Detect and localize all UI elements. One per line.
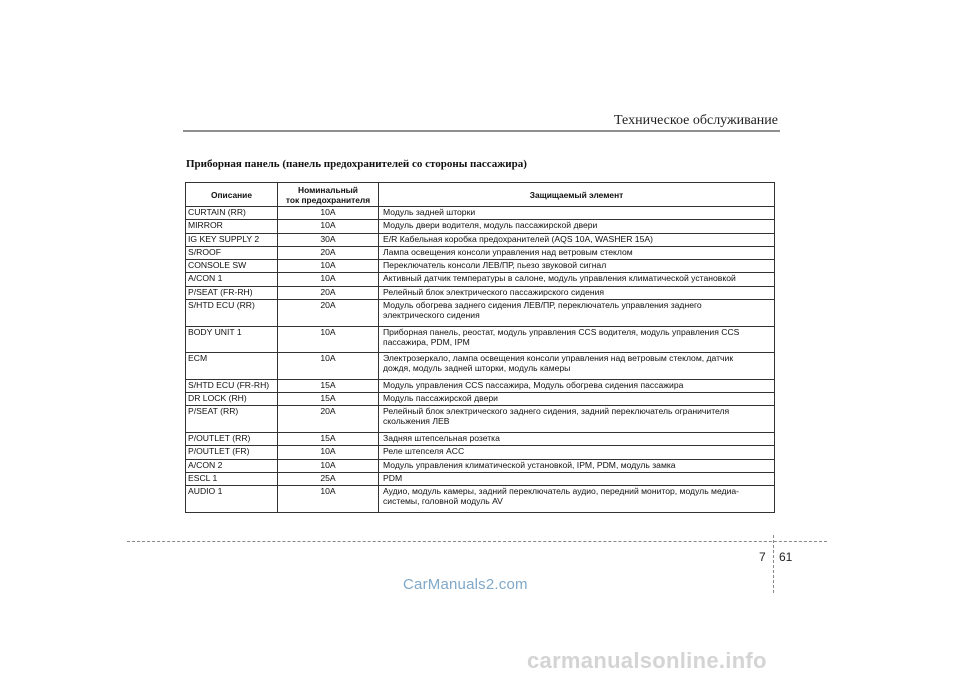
table-row	[186, 207, 775, 220]
protected-text-line: PDM	[383, 472, 403, 483]
fuse-description: CONSOLE SW	[186, 260, 278, 273]
table-row	[186, 379, 775, 392]
protected-text-line: Реле штепселя ACC	[383, 446, 465, 457]
protected-text-line: Активный датчик температуры в салоне, модуль управления климатической установкой	[383, 273, 736, 284]
protected-text-line: Модуль управления CCS пассажира, Модуль обогрева сидения пассажира	[383, 379, 684, 390]
table-row	[186, 486, 775, 513]
fuse-protected-element	[379, 326, 775, 353]
fuse-description: AUDIO 1	[186, 486, 278, 513]
table-row	[186, 286, 775, 299]
fuse-table-body	[186, 207, 775, 513]
fuse-description: DR LOCK (RH)	[186, 393, 278, 406]
fuse-description: ECM	[186, 353, 278, 380]
header-rule	[183, 130, 780, 132]
fuse-description: ESCL 1	[186, 472, 278, 485]
protected-text-line: дождя, модуль задней шторки, модуль камеры	[383, 363, 571, 374]
protected-text-line: Модуль управления климатической установкой, IPM, PDM, модуль замка	[383, 459, 676, 470]
header-rated-line1: Номинальный	[298, 184, 358, 195]
watermark-logo: CarManuals2.com	[403, 576, 528, 593]
page-header-title: Техническое обслуживание	[614, 113, 778, 128]
fuse-description: S/HTD ECU (FR-RH)	[186, 379, 278, 392]
table-row	[186, 260, 775, 273]
protected-text-line: системы, головной модуль AV	[383, 496, 503, 507]
table-row	[186, 406, 775, 433]
fuse-description: S/ROOF	[186, 246, 278, 259]
fuse-protected-element	[379, 286, 775, 299]
fuse-description: S/HTD ECU (RR)	[186, 300, 278, 327]
fuse-protected-element	[379, 459, 775, 472]
table-row	[186, 300, 775, 327]
fuse-rating: 10A	[278, 459, 379, 472]
fuse-protected-element	[379, 233, 775, 246]
protected-text-line: Приборная панель, реостат, модуль управления CCS водителя, модуль управления CCS	[383, 326, 740, 337]
protected-text-line: электрического сидения	[383, 310, 480, 321]
fuse-description: P/OUTLET (RR)	[186, 433, 278, 446]
fuse-rating: 20A	[278, 286, 379, 299]
fuse-protected-element	[379, 486, 775, 513]
fuse-protected-element	[379, 220, 775, 233]
fuse-description: A/CON 1	[186, 273, 278, 286]
protected-text-line: скольжения ЛЕВ	[383, 416, 450, 427]
protected-text-line: пассажира, PDM, IPM	[383, 336, 470, 347]
table-row	[186, 433, 775, 446]
fuse-description: P/OUTLET (FR)	[186, 446, 278, 459]
fuse-protected-element	[379, 246, 775, 259]
fuse-rating: 20A	[278, 300, 379, 327]
header-protected: Защищаемый элемент	[379, 183, 775, 207]
table-row	[186, 220, 775, 233]
table-row	[186, 326, 775, 353]
fuse-rating: 10A	[278, 353, 379, 380]
fuse-description: P/SEAT (FR-RH)	[186, 286, 278, 299]
protected-text-line: Электрозеркало, лампа освещения консоли управления над ветровым стеклом, датчик	[383, 353, 734, 364]
table-row	[186, 393, 775, 406]
protected-text-line: Лампа освещения консоли управления над ветровым стеклом	[383, 246, 633, 257]
fuse-rating: 10A	[278, 273, 379, 286]
fuse-description: BODY UNIT 1	[186, 326, 278, 353]
protected-text-line: Модуль двери водителя, модуль пассажирской двери	[383, 220, 598, 231]
protected-text-line: Аудио, модуль камеры, задний переключатель аудио, передний монитор, модуль медиа-	[383, 486, 740, 497]
fuse-protected-element	[379, 300, 775, 327]
fuse-rating: 10A	[278, 486, 379, 513]
header-rated-line2: ток предохранителя	[285, 194, 371, 205]
protected-text-line: Модуль обогрева заднего сидения ЛЕВ/ПР, переключатель управления заднего	[383, 300, 702, 311]
fuse-description: CURTAIN (RR)	[186, 207, 278, 220]
table-row	[186, 459, 775, 472]
table-header-row	[186, 183, 775, 207]
protected-text-line: Модуль пассажирской двери	[383, 393, 498, 404]
fuse-description: P/SEAT (RR)	[186, 406, 278, 433]
fuse-rating: 10A	[278, 446, 379, 459]
fuse-rating: 20A	[278, 246, 379, 259]
protected-text-line: E/R Кабельная коробка предохранителей (AQS 10A, WASHER 15A)	[383, 233, 653, 244]
fuse-rating: 10A	[278, 326, 379, 353]
header-rated-current	[278, 183, 379, 207]
table-row	[186, 472, 775, 485]
fuse-protected-element	[379, 260, 775, 273]
table-row	[186, 233, 775, 246]
section-title: Приборная панель (панель предохранителей со стороны пассажира)	[186, 158, 527, 170]
watermark-bottom: carmanualsonline.info	[527, 648, 767, 673]
fuse-protected-element	[379, 379, 775, 392]
protected-text-line: Модуль задней шторки	[383, 207, 476, 217]
chapter-number: 7	[759, 550, 766, 564]
fuse-protected-element	[379, 446, 775, 459]
fuse-description: IG KEY SUPPLY 2	[186, 233, 278, 246]
protected-text-line: Задняя штепсельная розетка	[383, 433, 500, 444]
fuse-rating: 30A	[278, 233, 379, 246]
protected-text-line: Релейный блок электрического заднего сидения, задний переключатель ограничителя	[383, 406, 730, 417]
fuse-protected-element	[379, 406, 775, 433]
fuse-protected-element	[379, 207, 775, 220]
page-number-divider	[773, 535, 774, 593]
protected-text-line: Переключатель консоли ЛЕВ/ПР, пьезо звуковой сигнал	[383, 260, 607, 271]
table-row	[186, 246, 775, 259]
fuse-rating: 10A	[278, 207, 379, 220]
fuse-rating: 15A	[278, 433, 379, 446]
fuse-rating: 10A	[278, 260, 379, 273]
fuse-rating: 15A	[278, 379, 379, 392]
fuse-protected-element	[379, 472, 775, 485]
fuse-rating: 15A	[278, 393, 379, 406]
page-number: 61	[779, 550, 793, 564]
table-row	[186, 273, 775, 286]
table-row	[186, 446, 775, 459]
protected-text-line: Релейный блок электрического пассажирского сидения	[383, 286, 605, 297]
fuse-table	[185, 182, 775, 513]
fuse-rating: 20A	[278, 406, 379, 433]
fuse-protected-element	[379, 273, 775, 286]
fuse-description: A/CON 2	[186, 459, 278, 472]
fuse-description: MIRROR	[186, 220, 278, 233]
fuse-protected-element	[379, 433, 775, 446]
fuse-rating: 10A	[278, 220, 379, 233]
fuse-protected-element	[379, 353, 775, 380]
fuse-protected-element	[379, 393, 775, 406]
fuse-rating: 25A	[278, 472, 379, 485]
footer-divider	[127, 541, 827, 542]
table-row	[186, 353, 775, 380]
header-description: Описание	[186, 183, 278, 207]
